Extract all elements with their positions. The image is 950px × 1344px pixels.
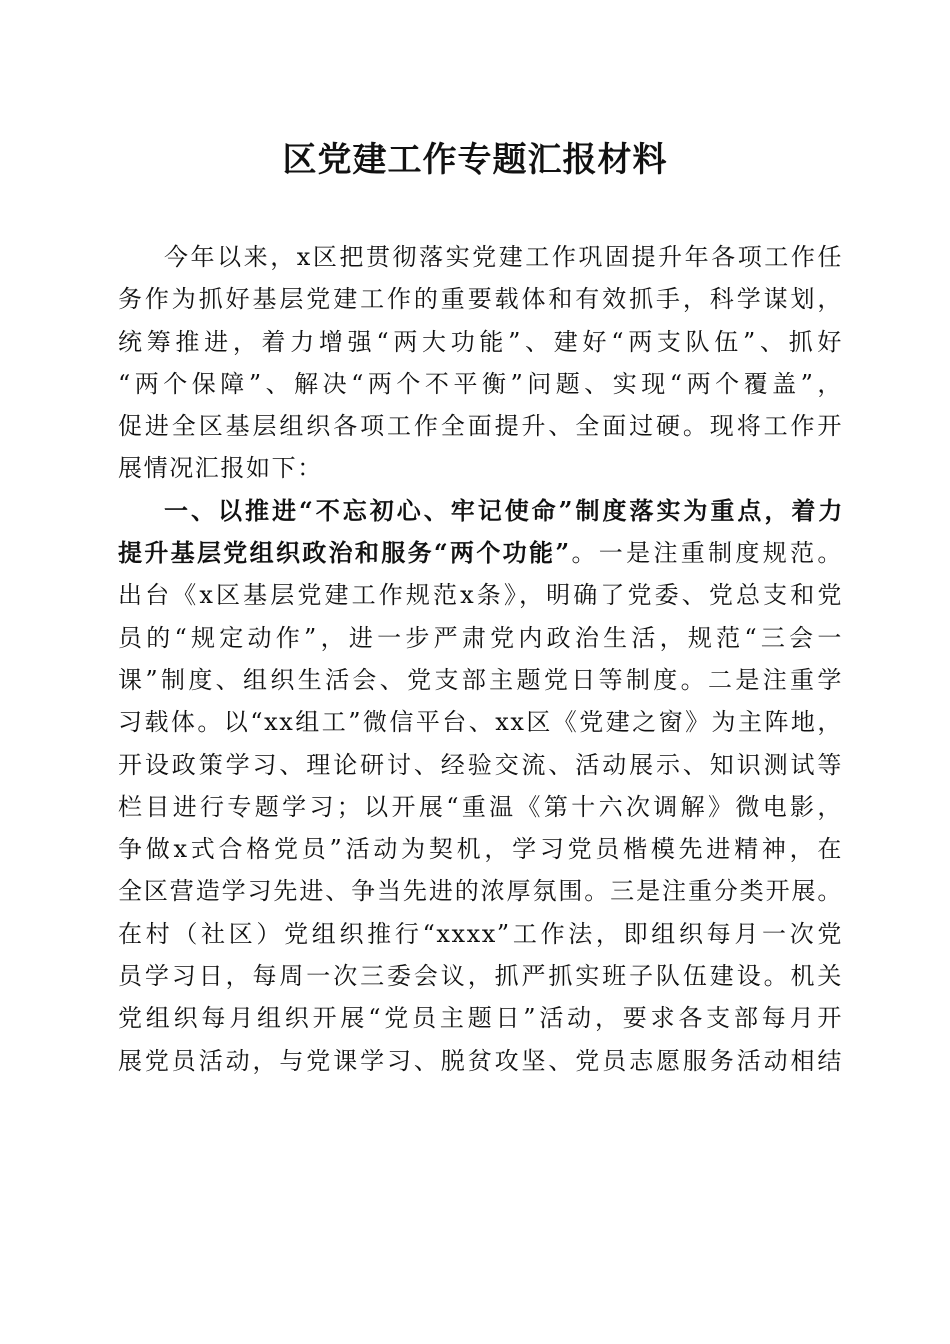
paragraph-line: 员学习日，每周一次三委会议，抓严抓实班子队伍建设。机关 (118, 962, 843, 991)
paragraph-line: 今年以来，x区把贯彻落实党建工作巩固提升年各项工作任 (164, 243, 843, 271)
paragraph-line: 开设政策学习、理论研讨、经验交流、活动展示、知识测试等 (118, 750, 843, 779)
paragraph-line: 习载体。以“xx组工”微信平台、xx区《党建之窗》为主阵地， (118, 708, 843, 737)
paragraph-line: 栏目进行专题学习；以开展“重温《第十六次调解》微电影， (118, 792, 843, 821)
section-body-start: 。一是注重制度规范。 (569, 539, 844, 568)
section-heading-continued: 提升基层党组织政治和服务“两个功能” (118, 538, 570, 568)
paragraph-line: 全区营造学习先进、争当先进的浓厚氛围。三是注重分类开展。 (118, 877, 843, 906)
paragraph-line: “两个保障”、解决“两个不平衡”问题、实现“两个覆盖”， (118, 369, 843, 398)
paragraph-line: 展情况汇报如下： (118, 454, 323, 483)
paragraph-line: 党组织每月组织开展“党员主题日”活动，要求各支部每月开 (118, 1004, 843, 1033)
document-title: 区党建工作专题汇报材料 (282, 140, 668, 180)
paragraph-line: 出台《x区基层党建工作规范x条》，明确了党委、党总支和党 (118, 581, 843, 610)
paragraph-line: 员的“规定动作”，进一步严肃党内政治生活，规范“三会一 (118, 623, 843, 652)
document-body (118, 236, 843, 1082)
section-heading-line (118, 490, 843, 532)
paragraph-line: 统筹推进，着力增强“两大功能”、建好“两支队伍”、抓好 (118, 327, 843, 356)
section-heading: 一、以推进“不忘初心、牢记使命”制度落实为重点，着力 (164, 495, 843, 525)
paragraph-line: 务作为抓好基层党建工作的重要载体和有效抓手，科学谋划， (118, 285, 843, 314)
paragraph-line: 促进全区基层组织各项工作全面提升、全面过硬。现将工作开 (118, 412, 843, 441)
section-heading-line (118, 532, 843, 574)
paragraph-line: 在村（社区）党组织推行“xxxx”工作法，即组织每月一次党 (118, 919, 843, 948)
paragraph-line: 争做x式合格党员”活动为契机，学习党员楷模先进精神，在 (118, 835, 843, 864)
paragraph-line: 课”制度、组织生活会、党支部主题党日等制度。二是注重学 (118, 665, 843, 694)
paragraph-line: 展党员活动，与党课学习、脱贫攻坚、党员志愿服务活动相结 (118, 1046, 843, 1075)
